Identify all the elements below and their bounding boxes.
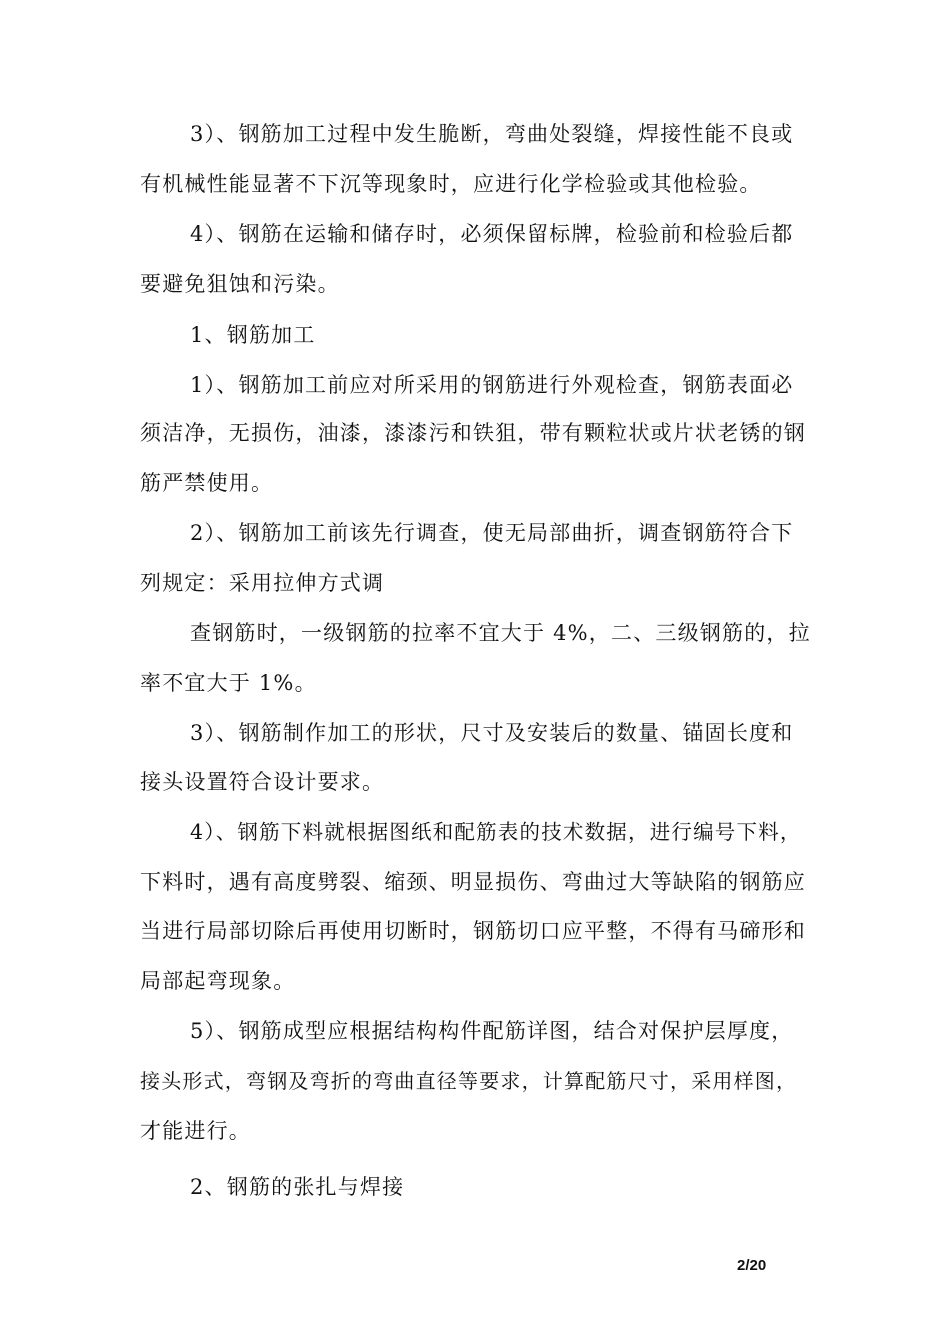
text-line: 4）、钢筋在运输和储存时，必须保留标牌，检验前和检验后都	[190, 222, 794, 246]
text-line: 当进行局部切除后再使用切断时，钢筋切口应平整，不得有马碲形和	[140, 919, 806, 943]
text-line: 3）、钢筋制作加工的形状，尺寸及安装后的数量、锚固长度和	[190, 721, 794, 745]
text-line: 须洁净，无损伤，油漆，漆漆污和铁狙，带有颗粒状或片状老锈的钢	[140, 421, 806, 445]
page-number: 2/20	[737, 1257, 767, 1274]
text-line: 列规定：采用拉伸方式调	[140, 571, 385, 595]
text-line: 筋严禁使用。	[140, 471, 274, 495]
text-line: 查钢筋时，一级钢筋的拉率不宜大于 4%，二、三级钢筋的，拉	[190, 621, 811, 645]
text-line: 才能进行。	[140, 1119, 251, 1143]
text-line: 接头形式，弯钢及弯折的弯曲直径等要求，计算配筋尺寸，采用样图，	[140, 1069, 798, 1093]
text-line: 局部起弯现象。	[140, 969, 296, 993]
text-line: 3）、钢筋加工过程中发生脆断，弯曲处裂缝，焊接性能不良或	[190, 122, 794, 146]
text-line: 1）、钢筋加工前应对所采用的钢筋进行外观检查，钢筋表面必	[190, 373, 794, 397]
text-line: 接头设置符合设计要求。	[140, 770, 385, 794]
section-heading: 1、钢筋加工	[190, 323, 316, 347]
text-line: 5）、钢筋成型应根据结构构件配筋详图，结合对保护层厚度，	[190, 1019, 794, 1043]
text-line: 率不宜大于 1%。	[140, 671, 317, 695]
section-heading: 2、钢筋的张扎与焊接	[190, 1175, 405, 1199]
text-line: 4）、钢筋下料就根据图纸和配筋表的技术数据，进行编号下料，	[190, 820, 802, 844]
text-line: 下料时，遇有高度劈裂、缩颈、明显损伤、弯曲过大等缺陷的钢筋应	[140, 870, 806, 894]
text-line: 有机械性能显著不下沉等现象时，应进行化学检验或其他检验。	[140, 172, 762, 196]
text-line: 2）、钢筋加工前该先行调查，使无局部曲折，调查钢筋符合下	[190, 521, 794, 545]
text-line: 要避免狙蚀和污染。	[140, 272, 340, 296]
